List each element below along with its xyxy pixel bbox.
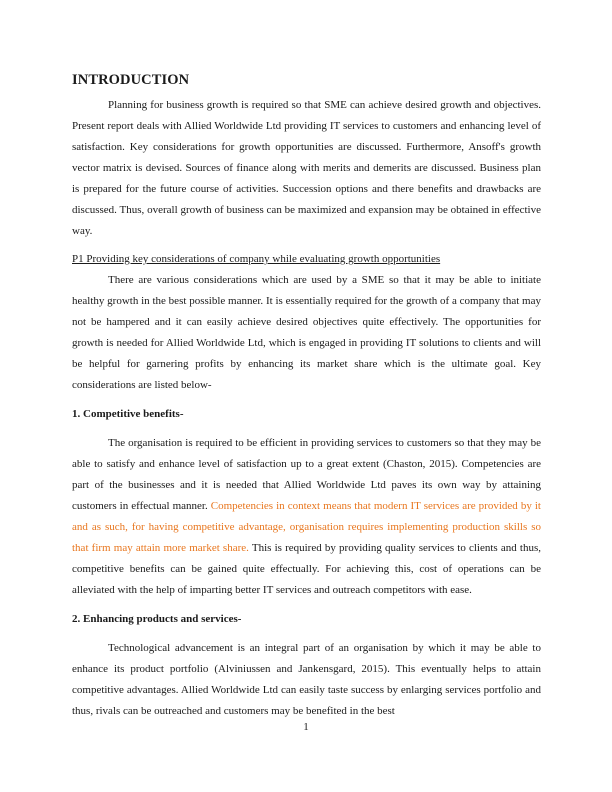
page-content (72, 70, 541, 722)
section1-heading: 1. Competitive benefits- (72, 408, 184, 420)
section2-paragraph: Technological advancement is an integral part of an organisation by which it may be able to enhance its product portfolio (Alviniussen and Jankensgard, 2015). This eventually helps to attain competitive advantages. Allied Worldwide Ltd can easily taste success by enlarging services portfolio and thus, rivals can be outreached and customers may be benefited in the best (72, 642, 541, 717)
section1-text-after: This is required by providing quality services to clients and thus, competitive benefits can be gained quite effectually. For achieving this, cost of operations can be alleviated with the help of imparting better IT services and outreach competitors with ease. (72, 542, 542, 596)
section2-heading: 2. Enhancing products and services- (72, 613, 242, 625)
p1-heading: P1 Providing key considerations of company while evaluating growth opportunities (72, 253, 441, 265)
section1-paragraph (72, 433, 541, 601)
section1-text-before: The organisation is required to be efficient in providing services to customers so that they may be able to satisfy and enhance level of satisfaction up to a great extent (Chaston, 2015). Competencies are part of the businesses and it is needed that Allied Worldwide Ltd paves its own way by attaining customers in effectual manner. (72, 437, 541, 512)
intro-heading: INTRODUCTION (72, 72, 190, 88)
section1-highlighted-text: Competencies in context means that modern IT services are provided by it and as such, for having competitive advantage, organisation requires implementing production skills so that firm may attain more market share. (72, 500, 541, 554)
p1-paragraph: There are various considerations which are used by a SME so that it may be able to initiate healthy growth in the best possible manner. It is essentially required for the growth of a company that may not be hampered and it can easily achieve desired objectives quite effectively. The opportunities for growth is needed for Allied Worldwide Ltd, which is engaged in providing IT solutions to clients and will be helpful for garnering profits by enhancing its market share which is the ultimate goal. Key considerations are listed below- (72, 274, 541, 391)
intro-paragraph: Planning for business growth is required so that SME can achieve desired growth and objectives. Present report deals with Allied Worldwide Ltd providing IT services to customers and enhancing level of satisfaction. Key considerations for growth opportunities are discussed. Furthermore, Ansoff's growth vector matrix is devised. Sources of finance along with merits and demerits are discussed. Business plan is prepared for the future course of activities. Succession options and there benefits and drawbacks are discussed. Thus, overall growth of business can be maximized and expansion may be obtained in effective way. (72, 99, 541, 237)
page-number: 1 (303, 721, 309, 733)
